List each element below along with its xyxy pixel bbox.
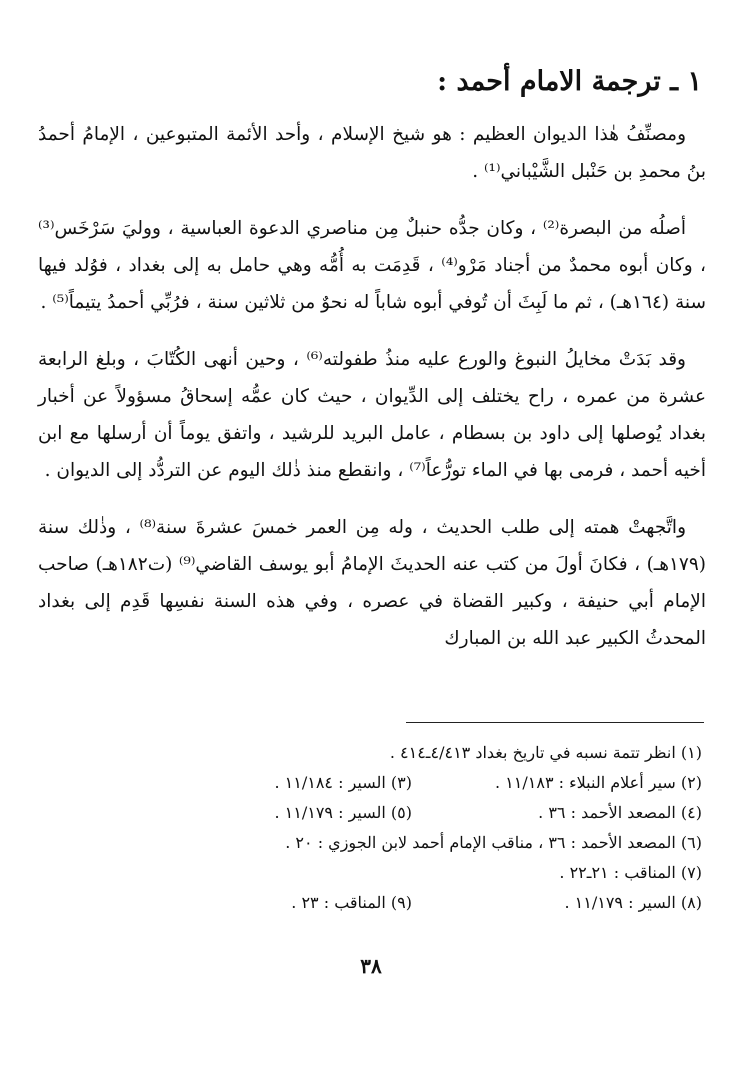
paragraph-3: وقد بَدَتْ مخايلُ النبوغ والورع عليه منذُ طفولته⁽⁶⁾ ، وحين أنهى الكُتّابَ ، وبلغ الرابعة عشرة من عمره ، راح يختلف إلى الدِّيوان ، حيث كان عمُّه إسحاقُ مسؤولاً عن أخبار بغداد يُوصلها إلى داود بن بسطام ، عامل البريد للرشيد ، واتفق يوماً أن أرسلها مع ابن أخيه أحمد ، فرمى بها في الماء تورُّعاً⁽⁷⁾ ، وانقطع منذ ذٰلك اليوم عن التردُّد إلى الديوان . xyxy=(38,349,706,481)
footnote-row xyxy=(62,888,702,918)
footnote-row xyxy=(62,828,702,858)
footnote-row xyxy=(62,768,702,798)
footnote-row xyxy=(62,738,702,768)
footnote-divider xyxy=(406,722,704,723)
paragraph-1: ومصنِّفُ هٰذا الديوان العظيم : هو شيخ الإسلام ، وأحد الأئمة المتبوعين ، الإمامُ أحمدُ بنُ محمدِ بن حَنْبل الشَّيْباني⁽¹⁾ . xyxy=(38,124,706,182)
footnote-5: (٥) السير : ١١/١٧٩ . xyxy=(274,803,412,822)
footnote-row xyxy=(62,798,702,828)
section-heading: ١ ـ ترجمة الامام أحمد : xyxy=(437,66,702,97)
footnote-6: (٦) المصعد الأحمد : ٣٦ ، مناقب الإمام أحمد لابن الجوزي : ٢٠ . xyxy=(285,833,702,852)
footnote-9: (٩) المناقب : ٢٣ . xyxy=(291,893,412,912)
paragraph-2: أصلُه من البصرة⁽²⁾ ، وكان جدُّه حنبلٌ مِن مناصري الدعوة العباسية ، ووليَ سَرْخَس⁽³⁾ ، وكان أبوه محمدٌ من أجناد مَرْو⁽⁴⁾ ، قَدِمَت به أُمُّه وهي حامل به إلى بغداد ، فوُلد فيها سنة (١٦٤هـ) ، ثم ما لَبِثَ أن تُوفي أبوه شاباً له نحوٌ من ثلاثين سنة ، فرُبِّي أحمدُ يتيماً⁽⁵⁾ . xyxy=(38,218,706,313)
footnote-row xyxy=(62,858,702,888)
footnote-8: (٨) السير : ١١/١٧٩ . xyxy=(564,893,702,912)
footnotes xyxy=(62,738,702,918)
footnote-4: (٤) المصعد الأحمد : ٣٦ . xyxy=(538,803,702,822)
body-text xyxy=(38,116,706,677)
footnote-2: (٢) سير أعلام النبلاء : ١١/١٨٣ . xyxy=(495,773,702,792)
page-number: ٣٨ xyxy=(360,954,382,978)
footnote-7: (٧) المناقب : ٢١ـ٢٢ . xyxy=(559,863,702,882)
footnote-1: (١) انظر تتمة نسبه في تاريخ بغداد ٤/٤١٣ـ٤١٤ . xyxy=(389,743,702,762)
paragraph-4: واتَّجهتْ همته إلى طلب الحديث ، وله مِن العمر خمسَ عشرةَ سنة⁽⁸⁾ ، وذٰلك سنة (١٧٩هـ) ، فكانَ أولَ من كتب عنه الحديثَ الإمامُ أبو يوسف القاضي⁽⁹⁾ (ت١٨٢هـ) صاحب الإمام أبي حنيفة ، وكبير القضاة في عصره ، وفي هذه السنة نفسِها قَدِم إلى بغداد المحدثُ الكبير عبد الله بن المبارك xyxy=(38,517,706,649)
footnote-3: (٣) السير : ١١/١٨٤ . xyxy=(274,773,412,792)
